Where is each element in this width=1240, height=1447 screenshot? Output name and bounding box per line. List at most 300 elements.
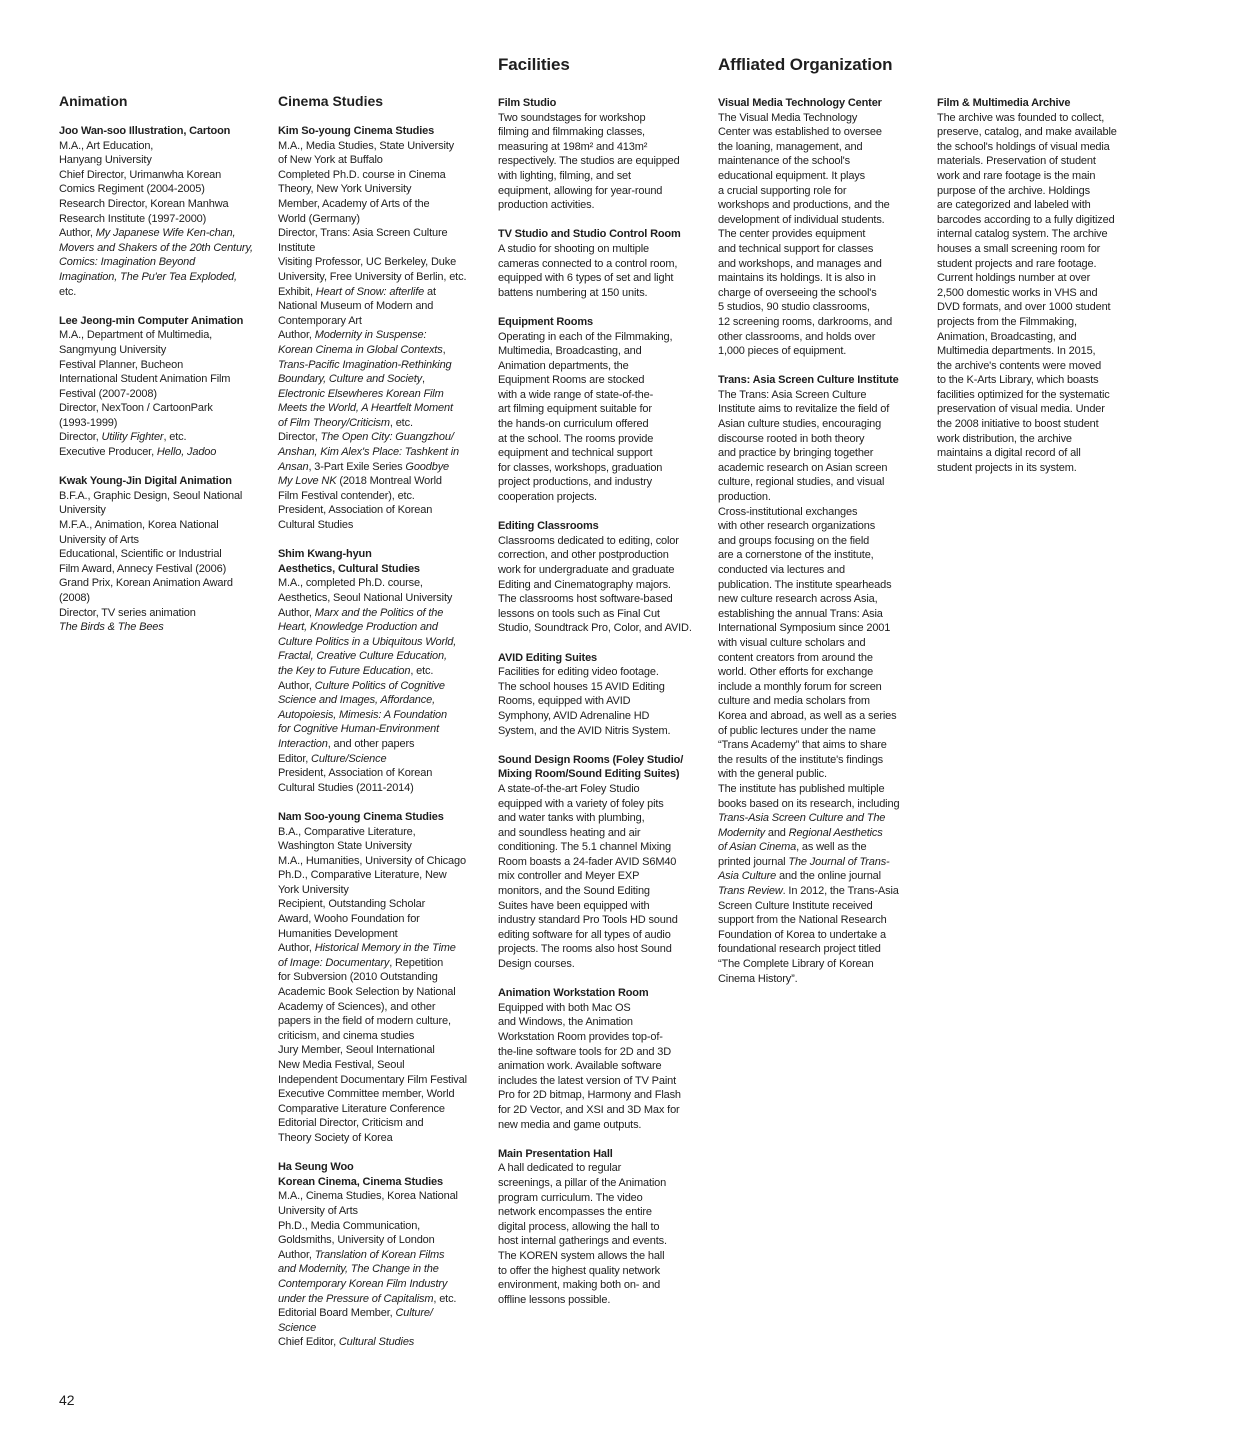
text-line — [278, 255, 490, 270]
italic-title-text: for Cognitive Human-Environment — [278, 723, 440, 736]
line-text: Aesthetics, Seoul National University — [278, 592, 453, 604]
line-text: equipment and technical support — [498, 447, 653, 460]
text-line — [59, 226, 271, 241]
text-line — [718, 154, 928, 169]
line-text: Director, NexToon / CartoonPark — [59, 402, 213, 415]
text-line — [59, 533, 271, 548]
line-text: University — [59, 504, 106, 517]
text-line — [498, 680, 708, 695]
line-text: are a cornerstone of the institute, — [718, 549, 874, 562]
text-line — [278, 1306, 490, 1321]
text-line — [278, 1219, 490, 1234]
text-line — [937, 388, 1147, 403]
line-text: Festival (2007-2008) — [59, 387, 157, 400]
text-line — [278, 737, 490, 752]
line-text: include a monthly forum for screen — [718, 680, 882, 693]
text-line — [718, 446, 928, 461]
line-text: of public lectures under the name — [718, 724, 876, 737]
line-text: New Media Festival, Seoul — [278, 1059, 405, 1071]
line-text: 12 screening rooms, darkrooms, and — [718, 315, 893, 328]
text-line — [718, 694, 928, 709]
line-text: respectively. The studios are equipped — [498, 155, 680, 168]
text-line — [718, 738, 928, 753]
italic-title-text: Fractal, Creative Culture Education, — [278, 650, 447, 663]
line-text: 1,000 pieces of equipment. — [718, 345, 847, 358]
archive-section — [937, 96, 1147, 475]
line-text: world. Other efforts for exchange — [718, 666, 874, 679]
line-text: conditioning. The 5.1 channel Mixing — [498, 841, 671, 854]
text-line — [59, 562, 271, 577]
line-text: foundational research project titled — [718, 943, 881, 956]
text-line — [278, 825, 490, 840]
text-line — [498, 1176, 708, 1191]
italic-title-text: Trans-Asia Screen Culture and The — [718, 812, 886, 825]
text-line — [937, 446, 1147, 461]
text-line — [718, 884, 928, 899]
faculty-name: Joo Wan-soo Illustration, Cartoon — [59, 125, 231, 137]
text-line — [498, 286, 708, 301]
faculty-entry — [59, 474, 271, 635]
text-line — [59, 489, 271, 504]
text-line — [59, 401, 271, 416]
text-line — [278, 1233, 490, 1248]
text-line — [937, 344, 1147, 359]
text-line — [498, 1161, 708, 1176]
text-line — [278, 430, 490, 445]
text-line — [718, 402, 928, 417]
line-text: educational equipment. It plays — [718, 169, 866, 182]
italic-title-text: of Image: Documentary — [278, 956, 390, 969]
text-line — [278, 474, 490, 489]
line-text: publication. The institute spearheads — [718, 578, 892, 591]
line-text: University of Arts — [278, 1204, 358, 1217]
text-line — [278, 781, 490, 796]
line-text: Center was established to oversee — [718, 126, 882, 139]
line-text: new culture research across Asia, — [718, 593, 878, 606]
line-text: Author, — [278, 942, 315, 955]
line-text: The KOREN system allows the hall — [498, 1249, 665, 1262]
text-line — [59, 270, 271, 285]
line-text: Author, — [278, 606, 315, 619]
line-text: the hands-on curriculum offered — [498, 418, 649, 431]
italic-title-text: Marx and the Politics of the — [314, 606, 444, 619]
facility-section — [718, 373, 928, 986]
line-text: Director, — [278, 431, 321, 444]
faculty-name: Lee Jeong-min Computer Animation — [59, 314, 244, 327]
line-text: Academy of Sciences), and other — [278, 1000, 436, 1013]
line-text: , — [442, 343, 446, 356]
line-text: barcodes according to a fully digitized — [937, 213, 1115, 226]
italic-title-text: The Birds & The Bees — [59, 621, 164, 634]
italic-title-text: Historical Memory in the Time — [314, 942, 456, 955]
facilities-heading: Facilities — [498, 55, 570, 74]
text-line — [718, 826, 928, 841]
line-text: production. — [718, 491, 771, 504]
text-line — [498, 1045, 708, 1060]
line-text: Jury Member, Seoul International — [278, 1044, 435, 1057]
text-line — [278, 1087, 490, 1102]
line-text: work and rare footage is the main — [937, 169, 1096, 182]
line-text: the archive's contents were moved — [937, 359, 1102, 372]
line-text: M.A., Media Studies, State University — [278, 139, 455, 152]
text-line — [498, 1030, 708, 1045]
line-text: Equipped with both Mac OS — [498, 1001, 631, 1014]
section-title: Film Studio — [498, 97, 557, 109]
faculty-entry — [278, 810, 490, 1146]
faculty-name: Kim So-young Cinema Studies — [278, 125, 435, 137]
text-line — [59, 518, 271, 533]
facility-section — [498, 519, 708, 636]
line-text: workshops and productions, and the — [718, 199, 890, 212]
archive-body — [937, 111, 1147, 476]
line-text: a crucial supporting role for — [718, 184, 847, 197]
facilities-list — [498, 96, 708, 1322]
line-text: Editor, — [278, 752, 312, 765]
line-text: content creators from around the — [718, 651, 873, 664]
italic-title-text: Trans Review — [718, 885, 783, 898]
text-line — [937, 125, 1147, 140]
line-text: , etc. — [163, 431, 187, 444]
text-line — [59, 387, 271, 402]
text-line — [718, 271, 928, 286]
line-text: preservation of visual media. Under — [937, 403, 1105, 416]
line-text: The institute has published multiple — [718, 782, 885, 795]
text-line — [498, 709, 708, 724]
italic-title-text: Cultural Studies — [338, 1336, 415, 1349]
faculty-entry — [278, 1160, 490, 1350]
text-line — [278, 1321, 490, 1336]
italic-title-text: and Modernity, The Change in the — [278, 1263, 439, 1276]
text-line — [278, 868, 490, 883]
italic-title-text: Regional Aesthetics — [788, 826, 883, 839]
italic-title-text: Modernity — [718, 826, 765, 839]
text-line — [278, 270, 490, 285]
text-line — [718, 942, 928, 957]
italic-title-text: Contemporary Korean Film Industry — [278, 1277, 448, 1290]
line-text: 5 studios, 90 studio classrooms, — [718, 301, 870, 314]
text-line — [498, 928, 708, 943]
line-text: charge of overseeing the school's — [718, 286, 877, 299]
text-line — [278, 197, 490, 212]
text-line — [498, 446, 708, 461]
text-line — [498, 271, 708, 286]
text-line — [59, 182, 271, 197]
line-text: National Museum of Modern and — [278, 300, 434, 313]
line-text: Cross-institutional exchanges — [718, 505, 858, 518]
italic-title-text: My Japanese Wife Ken-chan, — [95, 227, 236, 240]
text-line — [278, 1277, 490, 1292]
text-line — [718, 490, 928, 505]
section-title: Mixing Room/Sound Editing Suites) — [498, 768, 680, 781]
text-line — [278, 401, 490, 416]
text-line — [718, 899, 928, 914]
text-line — [718, 782, 928, 797]
italic-title-text: Trans-Pacific Imagination-Rethinking — [278, 358, 452, 371]
facility-section — [498, 96, 708, 213]
line-text: M.A., Department of Multimedia, — [59, 329, 213, 342]
line-text: the-line software tools for 2D and 3D — [498, 1045, 671, 1058]
text-line — [278, 1029, 490, 1044]
line-text: International Symposium since 2001 — [718, 622, 891, 635]
line-text: Asian culture studies, encouraging — [718, 418, 882, 431]
line-text: A hall dedicated to regular — [498, 1162, 622, 1175]
line-text: equipped with 6 types of set and light — [498, 272, 674, 285]
line-text: Author, — [278, 329, 315, 342]
text-line — [718, 140, 928, 155]
text-line — [498, 490, 708, 505]
line-text: Rooms, equipped with AVID — [498, 695, 631, 708]
italic-title-text: The Open City: Guangzhou/ — [320, 431, 454, 444]
text-line — [278, 708, 490, 723]
line-text: Design courses. — [498, 958, 575, 971]
line-text: work for undergraduate and graduate — [498, 564, 675, 576]
line-text: materials. Preservation of student — [937, 155, 1096, 168]
facility-section — [498, 227, 708, 300]
italic-title-text: Science and Images, Affordance, — [278, 694, 435, 707]
text-line — [498, 1059, 708, 1074]
text-line — [278, 372, 490, 387]
text-line — [498, 1220, 708, 1235]
line-text: Ph.D., Comparative Literature, New — [278, 869, 447, 882]
text-line — [278, 620, 490, 635]
text-line — [718, 125, 928, 140]
text-line — [498, 1234, 708, 1249]
text-line — [498, 578, 708, 593]
line-text: and technical support for classes — [718, 242, 874, 255]
text-line — [718, 563, 928, 578]
text-line — [498, 548, 708, 563]
italic-title-text: The Journal of Trans- — [788, 855, 890, 868]
line-text: , etc. — [410, 664, 434, 677]
line-text: Sangmyung University — [59, 343, 167, 356]
text-line — [718, 300, 928, 315]
faculty-name: Shim Kwang-hyun — [278, 548, 372, 561]
line-text: Hanyang University — [59, 154, 152, 167]
text-line — [59, 168, 271, 183]
line-text: correction, and other postproduction — [498, 549, 669, 562]
line-text: , as well as the — [796, 841, 867, 854]
text-line — [59, 153, 271, 168]
text-line — [718, 198, 928, 213]
italic-title-text: Culture Politics of Cognitive — [314, 679, 445, 692]
text-line — [278, 839, 490, 854]
text-line — [498, 257, 708, 272]
text-line — [498, 242, 708, 257]
text-line — [718, 548, 928, 563]
italic-title-text: Modernity in Suspense: — [314, 329, 427, 342]
text-line — [278, 153, 490, 168]
line-text: new media and game outputs. — [498, 1118, 642, 1131]
text-line — [59, 197, 271, 212]
text-line — [718, 665, 928, 680]
text-line — [278, 1073, 490, 1088]
section-title: Equipment Rooms — [498, 315, 593, 328]
text-line — [718, 972, 928, 987]
faculty-entry — [59, 124, 271, 299]
text-line — [718, 315, 928, 330]
text-line — [718, 461, 928, 476]
italic-title-text: Anshan, Kim Alex's Place: Tashkent in — [278, 446, 459, 459]
text-line — [278, 1058, 490, 1073]
line-text: International Student Animation Film — [59, 373, 231, 386]
text-line — [498, 417, 708, 432]
text-line — [498, 154, 708, 169]
text-line — [278, 460, 490, 475]
line-text: Research Director, Korean Manhwa — [59, 197, 229, 210]
line-text: Editing and Cinematography majors. — [498, 578, 671, 591]
line-text: production activities. — [498, 199, 595, 212]
text-line — [718, 928, 928, 943]
italic-title-text: Movers and Shakers of the 20th Century, — [59, 241, 253, 254]
line-text: Classrooms dedicated to editing, color — [498, 534, 679, 547]
line-text: Theory, New York University — [278, 183, 412, 196]
line-text: and water tanks with plumbing, — [498, 812, 645, 825]
text-line — [278, 722, 490, 737]
text-line — [937, 300, 1147, 315]
line-text: for Subversion (2010 Outstanding — [278, 971, 438, 984]
text-line — [498, 125, 708, 140]
text-line — [59, 241, 271, 256]
text-line — [498, 184, 708, 199]
affiliated-organization-heading: Affliated Organization — [718, 55, 893, 74]
text-line — [498, 913, 708, 928]
text-line — [278, 1335, 490, 1350]
line-text: The Visual Media Technology — [718, 111, 858, 124]
faculty-name: Kwak Young-Jin Digital Animation — [59, 475, 232, 488]
italic-title-text: Comics: Imagination Beyond — [59, 256, 196, 269]
italic-title-text: Boundary, Culture and Society — [278, 373, 423, 386]
italic-title-text: under the Pressure of Capitalism — [278, 1292, 434, 1305]
text-line — [937, 286, 1147, 301]
text-line — [498, 402, 708, 417]
line-text: books based on its research, including — [718, 797, 900, 810]
italic-title-text: Translation of Korean Films — [314, 1248, 445, 1261]
text-line — [59, 358, 271, 373]
line-text: A studio for shooting on multiple — [498, 242, 649, 255]
line-text: printed journal — [718, 855, 789, 868]
text-line — [278, 635, 490, 650]
line-text: York University — [278, 883, 349, 896]
line-text: with the general public. — [718, 768, 827, 781]
italic-title-text: My Love NK — [278, 475, 337, 488]
text-line — [718, 330, 928, 345]
text-line — [278, 664, 490, 679]
text-line — [937, 227, 1147, 242]
text-line — [498, 1191, 708, 1206]
cinema-faculty-list — [278, 124, 490, 1364]
italic-title-text: Korean Cinema in Global Contexts — [278, 343, 443, 356]
line-text: cooperation projects. — [498, 491, 597, 504]
line-text: mix controller and Meyer EXP — [498, 870, 640, 883]
text-line — [278, 591, 490, 606]
text-line — [498, 884, 708, 899]
text-line — [718, 797, 928, 812]
text-line — [498, 724, 708, 739]
text-line — [59, 285, 271, 300]
line-text: The center provides equipment — [718, 228, 866, 241]
line-text: etc. — [59, 285, 77, 298]
line-text: projects from the Filmmaking, — [937, 315, 1077, 328]
text-line — [718, 286, 928, 301]
italic-title-text: Goodbye — [405, 460, 450, 473]
text-line — [278, 854, 490, 869]
line-text: environment, making both on- and — [498, 1279, 661, 1292]
text-line — [937, 330, 1147, 345]
line-text: Film Award, Annecy Festival (2006) — [59, 562, 227, 575]
text-line — [278, 649, 490, 664]
italic-title-text: Hello, Jadoo — [156, 446, 217, 459]
archive-title: Film & Multimedia Archive — [937, 97, 1071, 109]
faculty-entry — [59, 314, 271, 460]
line-text: offline lessons possible. — [498, 1293, 611, 1306]
text-line — [498, 1278, 708, 1293]
text-line — [278, 1014, 490, 1029]
line-text: screenings, a pillar of the Animation — [498, 1176, 667, 1189]
text-line — [718, 417, 928, 432]
line-text: (2018 Montreal World — [336, 475, 442, 488]
facility-section — [498, 1147, 708, 1308]
line-text: and soundless heating and air — [498, 826, 641, 839]
text-line — [278, 970, 490, 985]
line-text: Goldsmiths, University of London — [278, 1234, 435, 1247]
text-line — [59, 620, 271, 635]
line-text: Cultural Studies (2011-2014) — [278, 781, 414, 794]
line-text: Exhibit, — [278, 285, 316, 298]
text-line — [718, 607, 928, 622]
line-text: includes the latest version of TV Paint — [498, 1074, 676, 1087]
line-text: equipment, allowing for year-round — [498, 184, 663, 197]
line-text: with lighting, filming, and set — [498, 169, 631, 182]
text-line — [59, 445, 271, 460]
line-text: maintains a digital record of all — [937, 447, 1081, 460]
line-text: purpose of the archive. Holdings — [937, 184, 1090, 197]
line-text: Washington State University — [278, 840, 412, 853]
text-line — [498, 592, 708, 607]
line-text: The classrooms host software-based — [498, 593, 673, 606]
text-line — [278, 314, 490, 329]
line-text: of New York at Buffalo — [278, 154, 383, 167]
text-line — [498, 899, 708, 914]
line-text: A state-of-the-art Foley Studio — [498, 782, 640, 795]
line-text: Recipient, Outstanding Scholar — [278, 898, 426, 911]
text-line — [498, 957, 708, 972]
line-text: Symphony, AVID Adrenaline HD — [498, 709, 650, 722]
text-line — [498, 1264, 708, 1279]
text-line — [498, 942, 708, 957]
facility-section — [498, 986, 708, 1132]
facility-section — [498, 651, 708, 739]
text-line — [59, 328, 271, 343]
line-text: to offer the highest quality network — [498, 1264, 660, 1277]
line-text: Equipment Rooms are stocked — [498, 374, 645, 387]
line-text: President, Association of Korean — [278, 767, 433, 780]
text-line — [278, 679, 490, 694]
line-text: editing software for all types of audio — [498, 928, 671, 941]
text-line — [718, 169, 928, 184]
italic-title-text: of Asian Cinema — [718, 841, 797, 854]
text-line — [718, 636, 928, 651]
text-line — [718, 592, 928, 607]
line-text: Pro for 2D bitmap, Harmony and Flash — [498, 1089, 681, 1102]
line-text: Visiting Professor, UC Berkeley, Duke — [278, 256, 457, 269]
line-text: M.A., completed Ph.D. course, — [278, 577, 423, 590]
text-line — [278, 328, 490, 343]
line-text: Festival Planner, Bucheon — [59, 358, 184, 371]
line-text: Editorial Board Member, — [278, 1307, 396, 1320]
line-text: at the school. The rooms provide — [498, 432, 654, 445]
line-text: Ph.D., Media Communication, — [278, 1219, 421, 1232]
line-text: , 3-Part Exile Series — [308, 460, 406, 473]
